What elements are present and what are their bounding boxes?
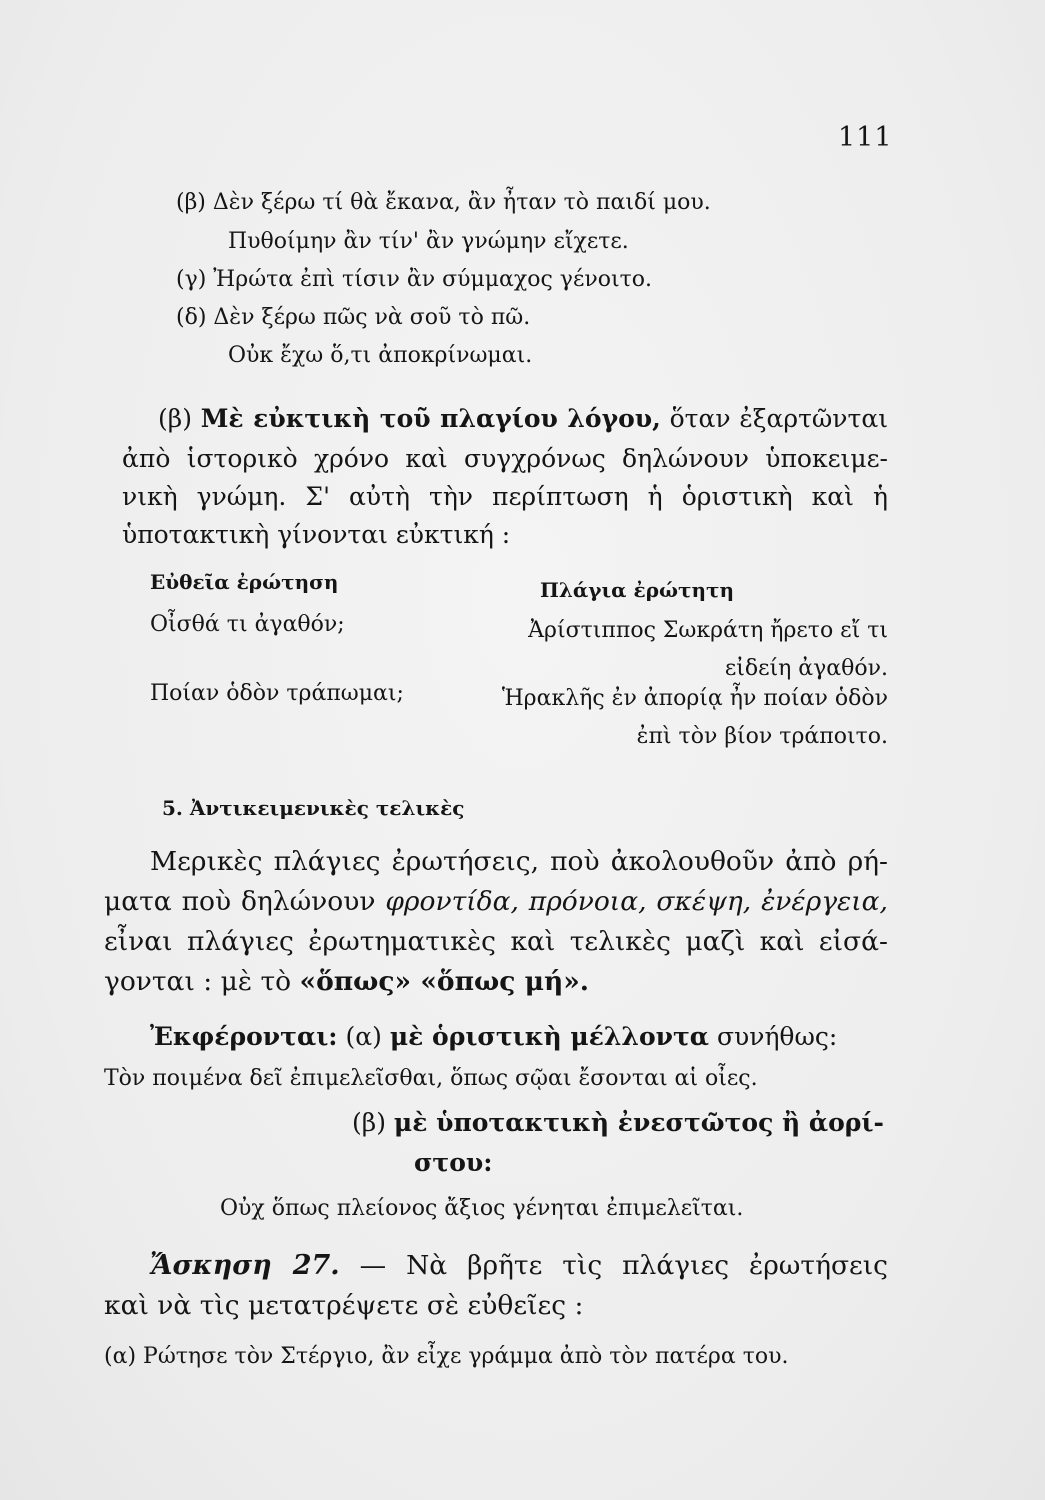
section-5-text: γονται : μὲ τὸ: [104, 966, 292, 997]
section-5-line-4: [104, 966, 589, 997]
section-b-label: (β): [158, 404, 192, 433]
expression-bold: στου:: [414, 1148, 493, 1177]
section-b-line-4: ὑποτακτικὴ γίνονται εὐκτική :: [122, 520, 511, 549]
table-cell: Ἡρακλῆς ἐν ἀπορίᾳ ἦν ποίαν ὁδὸν: [501, 686, 888, 711]
section-5-line-3: εἶναι πλάγιες ἐρωτηματικὲς καὶ τελικὲς μαζὶ καὶ εἰσά-: [104, 926, 888, 957]
expression-text: συνήθως:: [716, 1022, 838, 1051]
expression-line-a: [150, 1022, 837, 1051]
example-line: (δ) Δὲν ξέρω πῶς νὰ σοῦ τὸ πῶ.: [176, 305, 531, 330]
section-5-text: ματα ποὺ δηλώνουν: [104, 886, 376, 917]
section-b-line-1: [158, 404, 888, 433]
table-header-right: Πλάγια ἐρώτητη: [540, 578, 735, 602]
table-cell: Ἀρίστιππος Σωκράτη ἤρετο εἴ τι: [528, 618, 888, 643]
section-b-heading: Μὲ εὐκτικὴ τοῦ πλαγίου λόγου,: [200, 404, 661, 433]
exercise-item-a: (α) Ρώτησε τὸν Στέργιο, ἂν εἶχε γράμμα ἀπὸ τὸν πατέρα του.: [104, 1344, 789, 1369]
expression-label: (β): [352, 1108, 386, 1137]
example-line: Οὐχ ὅπως πλείονος ἄξιος γένηται ἐπιμελεῖται.: [220, 1196, 744, 1221]
exercise-line-1: [150, 1250, 888, 1281]
section-b-text: ὅταν ἐξαρτῶνται: [669, 404, 889, 433]
section-b-line-2: ἀπὸ ἱστορικὸ χρόνο καὶ συγχρόνως δηλώνουν ὑποκειμε-: [122, 444, 888, 473]
exercise-text: — Νὰ βρῆτε τὶς πλάγιες ἐρωτήσεις: [359, 1250, 888, 1281]
example-line: Τὸν ποιμένα δεῖ ἐπιμελεῖσθαι, ὅπως σῷαι ἔσονται αἱ οἶες.: [104, 1066, 758, 1091]
section-5-line-2: [104, 886, 888, 917]
expression-bold: μὲ ὁριστικὴ μέλλοντα: [389, 1022, 710, 1051]
example-line: (β) Δὲν ξέρω τί θὰ ἔκανα, ἂν ἦταν τὸ παιδί μου.: [176, 190, 711, 215]
expression-label: (α): [345, 1022, 382, 1051]
section-5-heading: 5. Ἀντικειμενικὲς τελικὲς: [162, 796, 465, 820]
expression-heading: Ἐκφέρονται:: [150, 1022, 338, 1051]
section-b-line-3: νικὴ γνώμη. Σ' αὐτὴ τὴν περίπτωση ἡ ὁριστικὴ καὶ ἡ: [122, 482, 888, 511]
page-number: 111: [838, 122, 893, 153]
expression-bold: μὲ ὑποτακτικὴ ἐνεστῶτος ἢ ἀορί-: [393, 1108, 884, 1137]
exercise-title: Ἄσκηση 27.: [150, 1250, 340, 1281]
example-line: Πυθοίμην ἂν τίν' ἂν γνώμην εἴχετε.: [228, 229, 629, 254]
section-5-bold: «ὅπως» «ὅπως μή».: [299, 966, 590, 997]
table-cell: Ποίαν ὁδὸν τράπωμαι;: [150, 681, 404, 706]
table-header-left: Εὐθεῖα ἐρώτηση: [150, 570, 339, 594]
exercise-line-2: καὶ νὰ τὶς μετατρέψετε σὲ εὐθεῖες :: [104, 1290, 584, 1321]
section-5-line-1: Μερικὲς πλάγιες ἐρωτήσεις, ποὺ ἀκολουθοῦν ἀπὸ ρή-: [150, 846, 888, 877]
table-cell: Οἶσθά τι ἀγαθόν;: [150, 612, 345, 637]
expression-line-b: [352, 1108, 884, 1137]
example-line: Οὐκ ἔχω ὅ,τι ἀποκρίνωμαι.: [228, 343, 533, 368]
table-cell: εἰδείη ἀγαθόν.: [724, 656, 888, 681]
table-cell: ἐπὶ τὸν βίον τράποιτο.: [636, 724, 888, 749]
section-5-italic: φροντίδα, πρόνοια, σκέψη, ἐνέργεια,: [385, 886, 888, 917]
example-line: (γ) Ἠρώτα ἐπὶ τίσιν ἂν σύμμαχος γένοιτο.: [176, 267, 653, 292]
